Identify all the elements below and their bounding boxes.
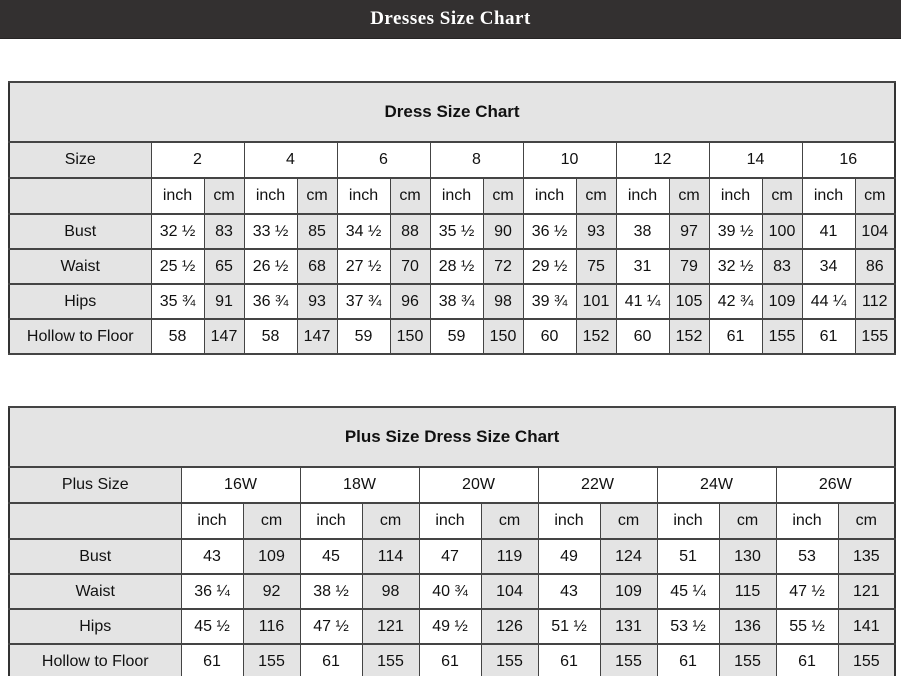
cell-inch: 34 ½ [337,214,390,249]
size-column-header: 2 [151,142,244,178]
cell-cm: 130 [719,539,776,574]
cell-inch: 44 ¼ [802,284,855,319]
cell-cm: 70 [390,249,430,284]
cell-inch: 61 [538,644,600,676]
unit-header-cm: cm [362,503,419,539]
cell-inch: 58 [244,319,297,354]
cell-cm: 155 [481,644,538,676]
unit-header-cm: cm [855,178,895,214]
cell-cm: 119 [481,539,538,574]
cell-cm: 104 [855,214,895,249]
row-label: Bust [9,539,181,574]
cell-inch: 26 ½ [244,249,297,284]
unit-header-inch: inch [430,178,483,214]
plus-size-dress-size-chart-table [8,406,896,676]
cell-cm: 79 [669,249,709,284]
size-column-header: 22W [538,467,657,503]
size-column-header: 26W [776,467,895,503]
corner-empty [9,503,181,539]
cell-inch: 51 ½ [538,609,600,644]
cell-inch: 61 [776,644,838,676]
cell-inch: 36 ¼ [181,574,243,609]
cell-cm: 72 [483,249,523,284]
table-row [9,609,895,644]
cell-cm: 155 [762,319,802,354]
unit-header-cm: cm [481,503,538,539]
cell-cm: 109 [600,574,657,609]
cell-cm: 105 [669,284,709,319]
cell-cm: 65 [204,249,244,284]
cell-cm: 121 [362,609,419,644]
corner-label: Plus Size [9,467,181,503]
cell-cm: 93 [297,284,337,319]
size-header-row [9,142,895,178]
unit-header-inch: inch [802,178,855,214]
cell-cm: 98 [362,574,419,609]
cell-inch: 45 ½ [181,609,243,644]
unit-header-inch: inch [776,503,838,539]
cell-inch: 55 ½ [776,609,838,644]
unit-header-cm: cm [483,178,523,214]
cell-inch: 60 [616,319,669,354]
unit-header-cm: cm [600,503,657,539]
unit-header-cm: cm [719,503,776,539]
size-column-header: 14 [709,142,802,178]
cell-inch: 47 ½ [776,574,838,609]
cell-cm: 126 [481,609,538,644]
unit-header-row [9,178,895,214]
cell-inch: 38 ½ [300,574,362,609]
cell-inch: 59 [430,319,483,354]
unit-header-cm: cm [297,178,337,214]
table-row [9,574,895,609]
cell-inch: 34 [802,249,855,284]
cell-cm: 97 [669,214,709,249]
page-title: Dresses Size Chart [370,8,531,29]
cell-cm: 109 [243,539,300,574]
unit-header-inch: inch [538,503,600,539]
size-column-header: 16 [802,142,895,178]
cell-cm: 85 [297,214,337,249]
cell-inch: 61 [181,644,243,676]
cell-cm: 101 [576,284,616,319]
dress-size-chart-table [8,81,896,355]
cell-inch: 60 [523,319,576,354]
cell-cm: 121 [838,574,895,609]
cell-inch: 61 [709,319,762,354]
unit-header-cm: cm [390,178,430,214]
cell-cm: 152 [669,319,709,354]
unit-header-cm: cm [669,178,709,214]
cell-inch: 43 [538,574,600,609]
corner-empty [9,178,151,214]
cell-cm: 155 [600,644,657,676]
row-label: Bust [9,214,151,249]
cell-cm: 155 [855,319,895,354]
cell-cm: 150 [390,319,430,354]
cell-cm: 68 [297,249,337,284]
row-label: Waist [9,249,151,284]
page-title-bar [0,0,901,39]
row-label: Hollow to Floor [9,319,151,354]
cell-inch: 36 ¾ [244,284,297,319]
cell-inch: 32 ½ [709,249,762,284]
cell-inch: 38 ¾ [430,284,483,319]
table-row [9,284,895,319]
cell-inch: 41 [802,214,855,249]
cell-inch: 29 ½ [523,249,576,284]
unit-header-inch: inch [151,178,204,214]
cell-inch: 53 ½ [657,609,719,644]
cell-cm: 141 [838,609,895,644]
cell-inch: 58 [151,319,204,354]
cell-inch: 45 ¼ [657,574,719,609]
row-label: Hips [9,609,181,644]
cell-inch: 43 [181,539,243,574]
cell-cm: 155 [243,644,300,676]
cell-cm: 147 [297,319,337,354]
cell-cm: 112 [855,284,895,319]
table-title: Dress Size Chart [9,82,895,142]
cell-cm: 114 [362,539,419,574]
cell-cm: 96 [390,284,430,319]
cell-inch: 51 [657,539,719,574]
size-column-header: 12 [616,142,709,178]
cell-inch: 37 ¾ [337,284,390,319]
cell-inch: 39 ½ [709,214,762,249]
unit-header-inch: inch [616,178,669,214]
size-column-header: 24W [657,467,776,503]
cell-cm: 83 [204,214,244,249]
unit-header-row [9,503,895,539]
size-column-header: 10 [523,142,616,178]
cell-cm: 90 [483,214,523,249]
cell-cm: 155 [362,644,419,676]
cell-inch: 45 [300,539,362,574]
unit-header-cm: cm [576,178,616,214]
cell-cm: 93 [576,214,616,249]
cell-cm: 147 [204,319,244,354]
size-column-header: 6 [337,142,430,178]
cell-inch: 32 ½ [151,214,204,249]
unit-header-inch: inch [709,178,762,214]
cell-cm: 155 [838,644,895,676]
cell-inch: 53 [776,539,838,574]
cell-inch: 61 [802,319,855,354]
cell-cm: 86 [855,249,895,284]
table-title: Plus Size Dress Size Chart [9,407,895,467]
cell-inch: 28 ½ [430,249,483,284]
cell-inch: 40 ¾ [419,574,481,609]
cell-inch: 61 [419,644,481,676]
unit-header-inch: inch [523,178,576,214]
cell-cm: 136 [719,609,776,644]
cell-cm: 131 [600,609,657,644]
cell-cm: 150 [483,319,523,354]
cell-cm: 83 [762,249,802,284]
size-column-header: 20W [419,467,538,503]
unit-header-inch: inch [657,503,719,539]
cell-inch: 61 [300,644,362,676]
row-label: Hollow to Floor [9,644,181,676]
cell-inch: 49 [538,539,600,574]
unit-header-inch: inch [419,503,481,539]
size-header-row [9,467,895,503]
unit-header-cm: cm [243,503,300,539]
cell-inch: 47 [419,539,481,574]
cell-inch: 42 ¾ [709,284,762,319]
cell-cm: 155 [719,644,776,676]
cell-cm: 135 [838,539,895,574]
cell-cm: 75 [576,249,616,284]
table-row [9,319,895,354]
unit-header-inch: inch [181,503,243,539]
size-column-header: 16W [181,467,300,503]
cell-inch: 35 ½ [430,214,483,249]
table-row [9,214,895,249]
unit-header-inch: inch [300,503,362,539]
cell-cm: 100 [762,214,802,249]
cell-cm: 109 [762,284,802,319]
cell-inch: 33 ½ [244,214,297,249]
cell-cm: 88 [390,214,430,249]
cell-cm: 104 [481,574,538,609]
cell-inch: 59 [337,319,390,354]
cell-inch: 36 ½ [523,214,576,249]
cell-inch: 39 ¾ [523,284,576,319]
table-row [9,644,895,676]
cell-inch: 47 ½ [300,609,362,644]
cell-inch: 41 ¼ [616,284,669,319]
cell-cm: 152 [576,319,616,354]
row-label: Waist [9,574,181,609]
cell-inch: 31 [616,249,669,284]
row-label: Hips [9,284,151,319]
cell-cm: 91 [204,284,244,319]
cell-cm: 98 [483,284,523,319]
cell-cm: 115 [719,574,776,609]
size-column-header: 8 [430,142,523,178]
unit-header-cm: cm [204,178,244,214]
cell-cm: 124 [600,539,657,574]
size-column-header: 4 [244,142,337,178]
table-row [9,539,895,574]
cell-cm: 92 [243,574,300,609]
cell-inch: 35 ¾ [151,284,204,319]
cell-inch: 25 ½ [151,249,204,284]
cell-inch: 27 ½ [337,249,390,284]
cell-inch: 49 ½ [419,609,481,644]
unit-header-cm: cm [762,178,802,214]
cell-inch: 61 [657,644,719,676]
cell-inch: 38 [616,214,669,249]
unit-header-inch: inch [337,178,390,214]
corner-label: Size [9,142,151,178]
size-column-header: 18W [300,467,419,503]
unit-header-cm: cm [838,503,895,539]
table-row [9,249,895,284]
unit-header-inch: inch [244,178,297,214]
cell-cm: 116 [243,609,300,644]
